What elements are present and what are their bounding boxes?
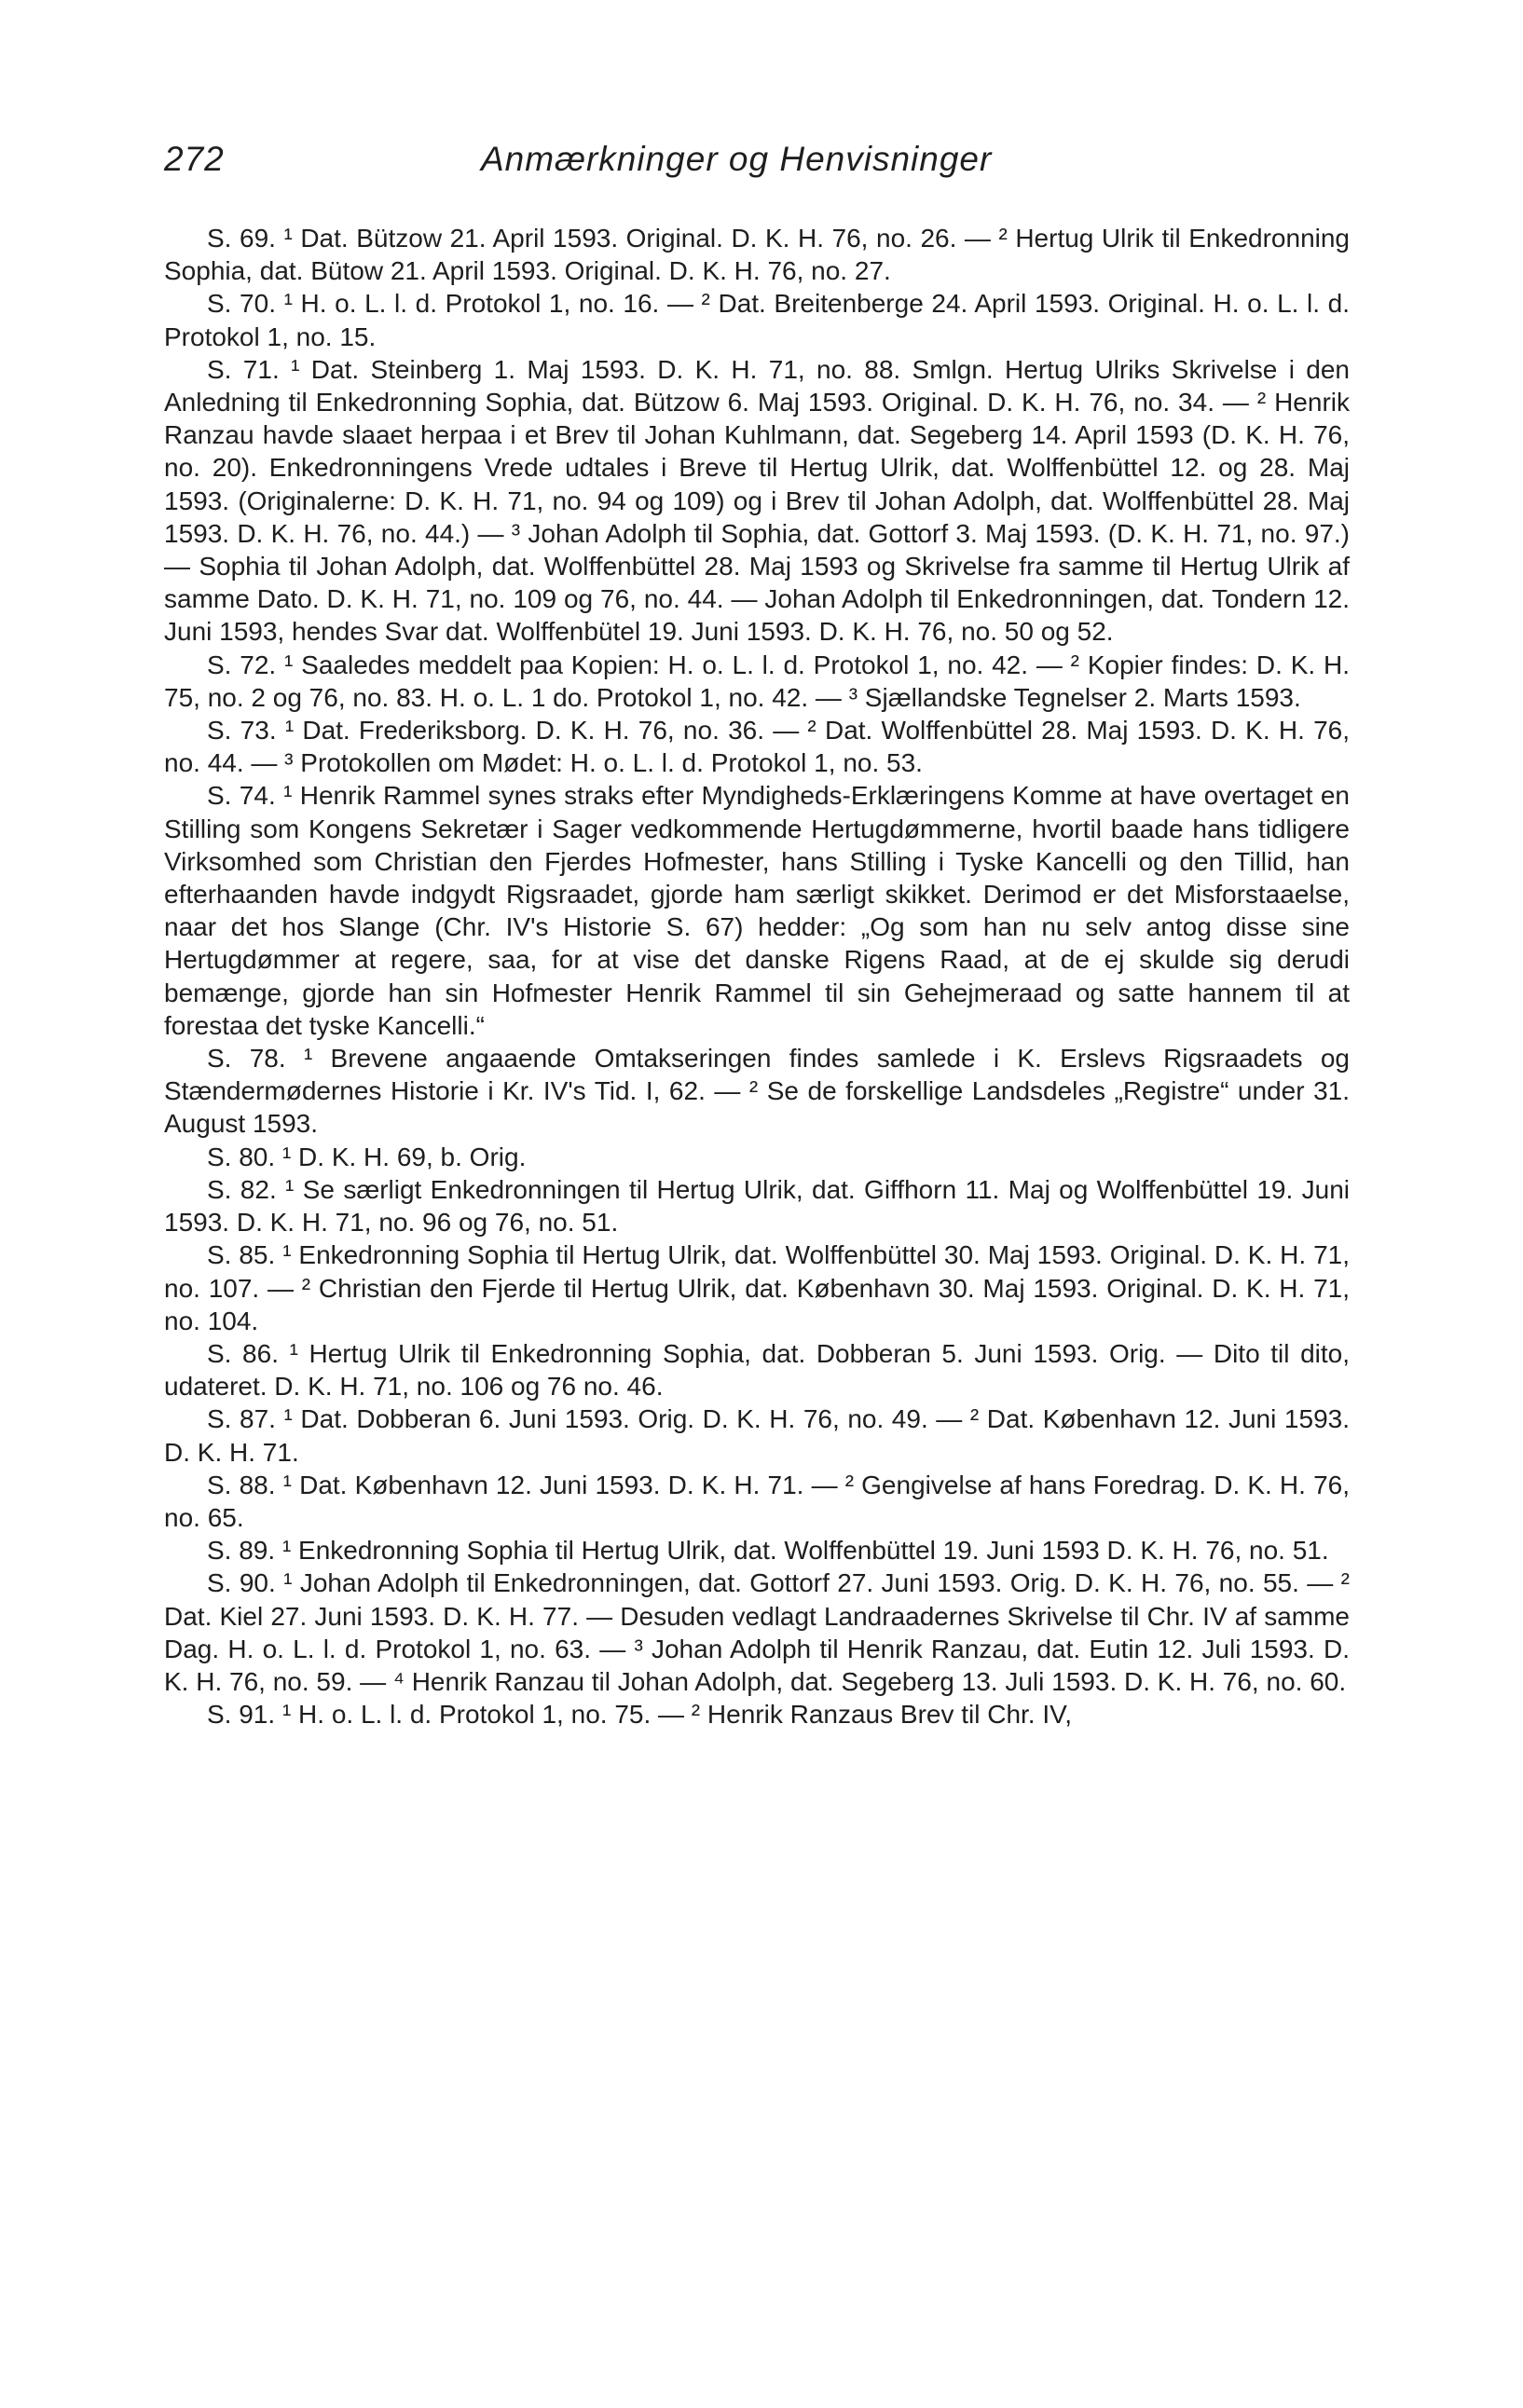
note-paragraph: S. 82. ¹ Se særligt Enkedronningen til Hertug Ulrik, dat. Giffhorn 11. Maj og Wolffenbüttel 19. Juni 1593. D. K. H. 71, no. 96 og 76, no. 51.: [164, 1174, 1350, 1238]
page-header: [164, 140, 1359, 196]
page-number: 272: [164, 140, 225, 178]
note-paragraph: S. 72. ¹ Saaledes meddelt paa Kopien: H. o. L. l. d. Protokol 1, no. 42. — ² Kopier findes: D. K. H. 75, no. 2 og 76, no. 83. H. o. L. 1 do. Protokol 1, no. 42. — ³ Sjællandske Tegnelser 2. Marts 1593.: [164, 650, 1350, 712]
note-paragraph: S. 91. ¹ H. o. L. l. d. Protokol 1, no. 75. — ² Henrik Ranzaus Brev til Chr. IV,: [207, 1700, 1073, 1730]
running-title: Anmærkninger og Henvisninger: [481, 140, 993, 178]
note-paragraph: S. 71. ¹ Dat. Steinberg 1. Maj 1593. D. K. H. 71, no. 88. Smlgn. Hertug Ulriks Skrivelse i den Anledning til Enkedronning Sophia, dat. Bützow 6. Maj 1593. Original. D. K. H. 76, no. 34. — ² Henrik Ranzau havde slaaet herpaa i et Brev til Johan Kuhlmann, dat. Segeberg 14. April 1593 (D. K. H. 76, no. 20). Enkedronningens Vrede udtales i Breve til Hertug Ulrik, dat. Wolffenbüttel 12. og 28. Maj 1593. (Originalerne: D. K. H. 71, no. 94 og 109) og i Brev til Johan Adolph, dat. Wolffenbüttel 28. Maj 1593. D. K. H. 76, no. 44.) — ³ Johan Adolph til Sophia, dat. Gottorf 3. Maj 1593. (D. K. H. 71, no. 97.) — Sophia til Johan Adolph, dat. Wolffenbüttel 28. Maj 1593 og Skrivelse fra samme til Hertug Ulrik af samme Dato. D. K. H. 71, no. 109 og 76, no. 44. — Johan Adolph til Enkedronningen, dat. Tondern 12. Juni 1593, hendes Svar dat. Wolffenbütel 19. Juni 1593. D. K. H. 76, no. 50 og 52.: [164, 354, 1350, 647]
note-paragraph: S. 73. ¹ Dat. Frederiksborg. D. K. H. 76, no. 36. — ² Dat. Wolffenbüttel 28. Maj 1593. D. K. H. 76, no. 44. — ³ Protokollen om Mødet: H. o. L. l. d. Protokol 1, no. 53.: [164, 716, 1350, 778]
note-paragraph: S. 87. ¹ Dat. Dobberan 6. Juni 1593. Orig. D. K. H. 76, no. 49. — ² Dat. København 12. Juni 1593. D. K. H. 71.: [164, 1404, 1350, 1467]
note-paragraph: S. 90. ¹ Johan Adolph til Enkedronningen, dat. Gottorf 27. Juni 1593. Orig. D. K. H. 76, no. 55. — ² Dat. Kiel 27. Juni 1593. D. K. H. 77. — Desuden vedlagt Landraadernes Skrivelse til Chr. IV af samme Dag. H. o. L. l. d. Protokol 1, no. 63. — ³ Johan Adolph til Henrik Ranzau, dat. Eutin 12. Juli 1593. D. K. H. 76, no. 59. — ⁴ Henrik Ranzau til Johan Adolph, dat. Segeberg 13. Juli 1593. D. K. H. 76, no. 60.: [164, 1568, 1350, 1696]
note-paragraph: S. 69. ¹ Dat. Bützow 21. April 1593. Original. D. K. H. 76, no. 26. — ² Hertug Ulrik til Enkedronning Sophia, dat. Bütow 21. April 1593. Original. D. K. H. 76, no. 27.: [164, 224, 1350, 286]
note-paragraph: S. 78. ¹ Brevene angaaende Omtakseringen findes samlede i K. Erslevs Rigsraadets og Stændermødernes Historie i Kr. IV's Tid. I, 62. — ² Se de forskellige Landsdeles „Registre“ under 31. August 1593.: [164, 1044, 1350, 1139]
note-paragraph: S. 88. ¹ Dat. København 12. Juni 1593. D. K. H. 71. — ² Gengivelse af hans Foredrag. D. K. H. 76, no. 65.: [164, 1470, 1350, 1532]
note-paragraph: S. 89. ¹ Enkedronning Sophia til Hertug Ulrik, dat. Wolffenbüttel 19. Juni 1593 D. K. H. 76, no. 51.: [207, 1536, 1329, 1566]
note-paragraph: S. 85. ¹ Enkedronning Sophia til Hertug Ulrik, dat. Wolffenbüttel 30. Maj 1593. Original. D. K. H. 71, no. 107. — ² Christian den Fjerde til Hertug Ulrik, dat. København 30. Maj 1593. Original. D. K. H. 71, no. 104.: [164, 1240, 1350, 1335]
note-paragraph: S. 70. ¹ H. o. L. l. d. Protokol 1, no. 16. — ² Dat. Breitenberge 24. April 1593. Original. H. o. L. l. d. Protokol 1, no. 15.: [164, 289, 1350, 351]
note-paragraph: S. 80. ¹ D. K. H. 69, b. Orig.: [207, 1142, 527, 1171]
notes-body: [164, 222, 1350, 1731]
note-paragraph: S. 74. ¹ Henrik Rammel synes straks efter Myndigheds-Erklæringens Komme at have overtaget en Stilling som Kongens Sekretær i Sager vedkommende Hertugdømmerne, hvortil baade hans tidligere Virksomhed som Christian den Fjerdes Hofmester, hans Stilling i Tyske Kancelli og den Tillid, han efterhaanden havde indgydt Rigsraadet, gjorde ham særligt skikket. Derimod er det Misforstaaelse, naar det hos Slange (Chr. IV's Historie S. 67) hedder: „Og som han nu selv antog disse sine Hertugdømmer at regere, saa, for at vise det danske Rigens Raad, at de ej skulde sig derudi bemænge, gjorde han sin Hofmester Henrik Rammel til sin Gehejmeraad og satte hannem til at forestaa det tyske Kancelli.“: [164, 781, 1350, 1040]
note-paragraph: S. 86. ¹ Hertug Ulrik til Enkedronning Sophia, dat. Dobberan 5. Juni 1593. Orig. — Dito til dito, udateret. D. K. H. 71, no. 106 og 76 no. 46.: [164, 1338, 1350, 1402]
